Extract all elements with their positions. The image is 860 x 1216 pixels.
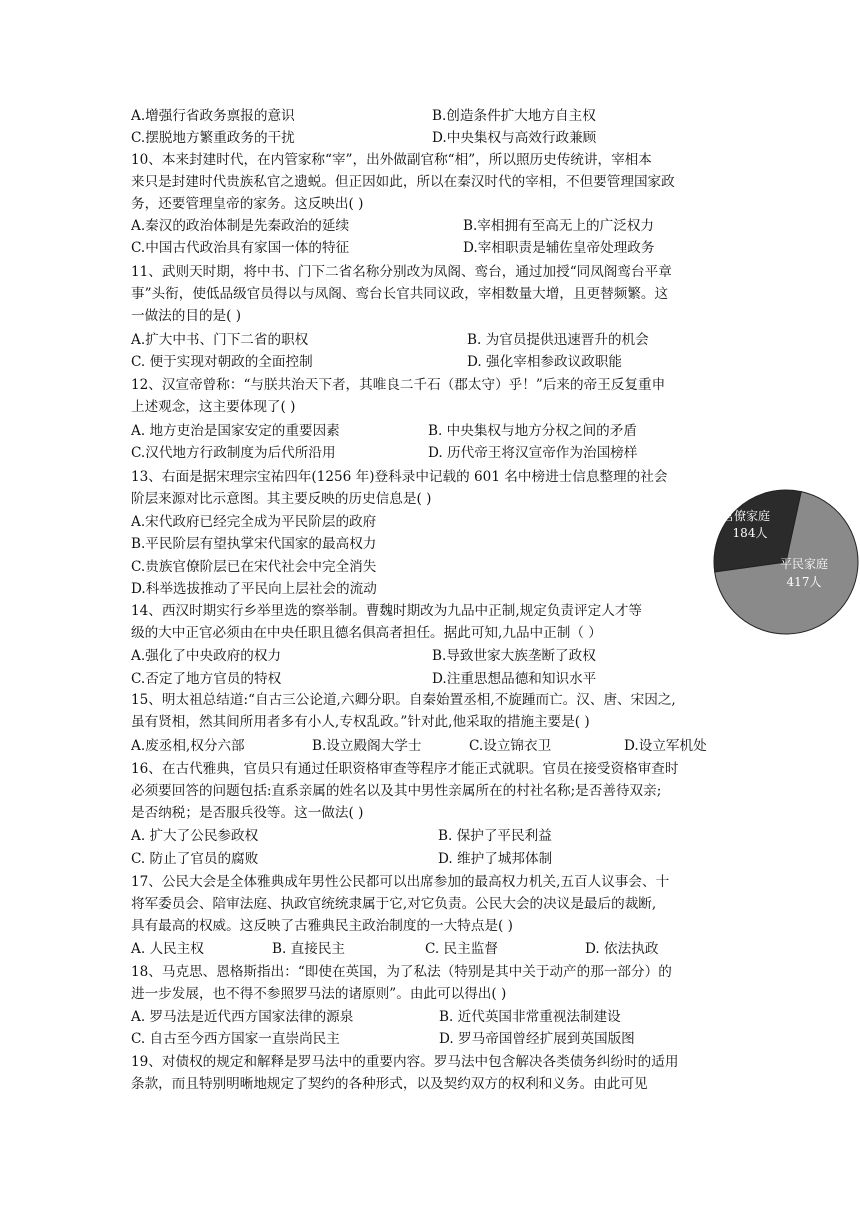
q18-option-c: C. 自古至今西方国家一直崇尚民主	[131, 1031, 340, 1047]
q18-option-a: A. 罗马法是近代西方国家法律的源泉	[131, 1009, 354, 1025]
q13-option-c: C.贵族官僚阶层已在宋代社会中完全消失	[131, 559, 377, 575]
q15-option-a: A.废丞相,权分六部	[131, 738, 245, 754]
q12-option-b: B. 中央集权与地方分权之间的矛盾	[428, 423, 637, 439]
q15-option-d: D.设立军机处	[624, 738, 707, 754]
q9-option-a: A.增强行省政务禀报的意识	[131, 108, 295, 124]
q18-stem-line: 进一步发展，也不得不参照罗马法的诸原则”。由此可以得出( )	[131, 986, 507, 1002]
q17-stem-line: 17、公民大会是全体雅典成年男性公民都可以出席参加的最高权力机关,五百人议事会、十	[131, 874, 670, 890]
q13-option-a: A.宋代政府已经完全成为平民阶层的政府	[131, 514, 377, 530]
q11-option-a: A.扩大中书、门下二省的职权	[131, 332, 309, 348]
q14-stem-line: 级的大中正官必须由在中央任职且德名俱高者担任。据此可知,九品中正制（ ）	[131, 625, 602, 641]
q10-option-a: A.秦汉的政治体制是先秦政治的延续	[131, 218, 350, 234]
q11-stem-line: 事”头衔，使低品级官员得以与凤阁、鸾台长官共同议政，宰相数量大增，且更替频繁。这	[131, 286, 669, 302]
q9-option-d: D.中央集权与高效行政兼顾	[432, 130, 597, 146]
q16-stem-line: 必须要回答的问题包括:直系亲属的姓名以及其中男性亲属所在的村社名称;是否善待双亲;	[131, 783, 662, 799]
q17-stem-line: 将军委员会、陪审法庭、执政官统统隶属于它,对它负责。公民大会的决议是最后的裁断,	[131, 896, 657, 912]
q9-option-b: B.创造条件扩大地方自主权	[432, 108, 596, 124]
q13-stem-line: 13、右面是据宋理宗宝祐四年(1256 年)登科录中记载的 601 名中榜进士信息整理的社会	[131, 469, 668, 485]
q16-stem-line: 16、在古代雅典，官员只有通过任职资格审查等程序才能正式就职。官员在接受资格审查时	[131, 761, 679, 777]
q13-option-b: B.平民阶层有望执掌宋代国家的最高权力	[131, 536, 377, 552]
q16-option-c: C. 防止了官员的腐败	[131, 851, 259, 867]
q9-option-c: C.摆脱地方繁重政务的干扰	[131, 130, 295, 146]
q16-stem-line: 是否纳税；是否服兵役等。这一做法( )	[131, 805, 364, 821]
q14-option-a: A.强化了中央政府的权力	[131, 648, 282, 664]
q15-option-c: C.设立锦衣卫	[469, 738, 552, 754]
pie-label-commoner: 平民家庭	[779, 557, 829, 571]
q12-stem-line: 上述观念，这主要体现了( )	[131, 399, 296, 415]
q10-option-c: C.中国古代政治具有家国一体的特征	[131, 240, 350, 256]
q13-option-d: D.科举选拔推动了平民向上层社会的流动	[131, 581, 377, 597]
q18-option-d: D. 罗马帝国曾经扩展到英国版图	[439, 1031, 635, 1047]
q18-option-b: B. 近代英国非常重视法制建设	[439, 1009, 621, 1025]
q11-option-c: C. 便于实现对朝政的全面控制	[131, 354, 313, 370]
q14-option-b: B.导致世家大族垄断了政权	[432, 648, 596, 664]
q15-stem-line: 虽有贤相，然其间所用者多有小人,专权乱政。”针对此,他采取的措施主要是( )	[131, 714, 590, 730]
q16-option-a: A. 扩大了公民参政权	[131, 828, 259, 844]
social-class-pie-chart	[712, 488, 860, 636]
q15-stem-line: 15、明太祖总结道:“自古三公论道,六卿分职。自秦始置丞相,不旋踵而亡。汉、唐、宋因之,	[131, 692, 676, 708]
q16-option-d: D. 维护了城邦体制	[438, 851, 553, 867]
q10-stem-line: 10、本来封建时代，在内管家称“宰”，出外做副官称“相”，所以照历史传统讲，宰相本	[131, 152, 652, 168]
q19-stem-line: 19、对债权的规定和解释是罗马法中的重要内容。罗马法中包含解决各类债务纠纷时的适用	[131, 1054, 679, 1070]
q17-option-d: D. 依法执政	[585, 941, 659, 957]
q11-stem-line: 一做法的目的是( )	[131, 308, 242, 324]
q10-stem-line: 务，还要管理皇帝的家务。这反映出( )	[131, 196, 364, 212]
q18-stem-line: 18、马克思、恩格斯指出：“即使在英国，为了私法（特别是其中关于动产的那一部分）的	[131, 964, 672, 980]
q15-option-b: B.设立殿阁大学士	[312, 738, 422, 754]
q17-stem-line: 具有最高的权威。这反映了古雅典民主政治制度的一大特点是( )	[131, 918, 513, 934]
q19-stem-line: 条款，而且特别明晰地规定了契约的各种形式，以及契约双方的权利和义务。由此可见	[131, 1076, 648, 1092]
pie-value-commoner: 417人	[786, 575, 822, 589]
pie-value-official: 184人	[732, 526, 768, 540]
q12-option-d: D. 历代帝王将汉宣帝作为治国榜样	[428, 445, 638, 461]
pie-label-official: 官僚家庭	[721, 509, 771, 523]
q11-option-d: D. 强化宰相参政议政职能	[467, 354, 622, 370]
q10-stem-line: 来只是封建时代贵族私官之遗蜕。但正因如此，所以在秦汉时代的宰相，不但要管理国家政	[131, 174, 675, 190]
q12-stem-line: 12、汉宣帝曾称：“与朕共治天下者，其唯良二千石（郡太守）乎！”后来的帝王反复重申	[131, 377, 666, 393]
q14-option-d: D.注重思想品德和知识水平	[432, 671, 597, 687]
q11-option-b: B. 为官员提供迅速晋升的机会	[467, 332, 649, 348]
q11-stem-line: 11、武则天时期，将中书、门下二省名称分别改为凤阁、鸾台，通过加授“同凤阁鸾台平章	[131, 264, 672, 280]
q16-option-b: B. 保护了平民利益	[438, 828, 552, 844]
q14-option-c: C.否定了地方官员的特权	[131, 671, 282, 687]
q10-option-b: B.宰相拥有至高无上的广泛权力	[463, 218, 655, 234]
q17-option-b: B. 直接民主	[272, 941, 346, 957]
q10-option-d: D.宰相职责是辅佐皇帝处理政务	[463, 240, 655, 256]
q17-option-a: A. 人民主权	[131, 941, 204, 957]
q14-stem-line: 14、西汉时期实行乡举里选的察举制。曹魏时期改为九品中正制,规定负责评定人才等	[131, 603, 642, 619]
q12-option-a: A. 地方吏治是国家安定的重要因素	[131, 423, 340, 439]
q13-stem-line: 阶层来源对比示意图。其主要反映的历史信息是( )	[131, 491, 432, 507]
q12-option-c: C.汉代地方行政制度为后代所沿用	[131, 445, 336, 461]
q17-option-c: C. 民主监督	[425, 941, 498, 957]
